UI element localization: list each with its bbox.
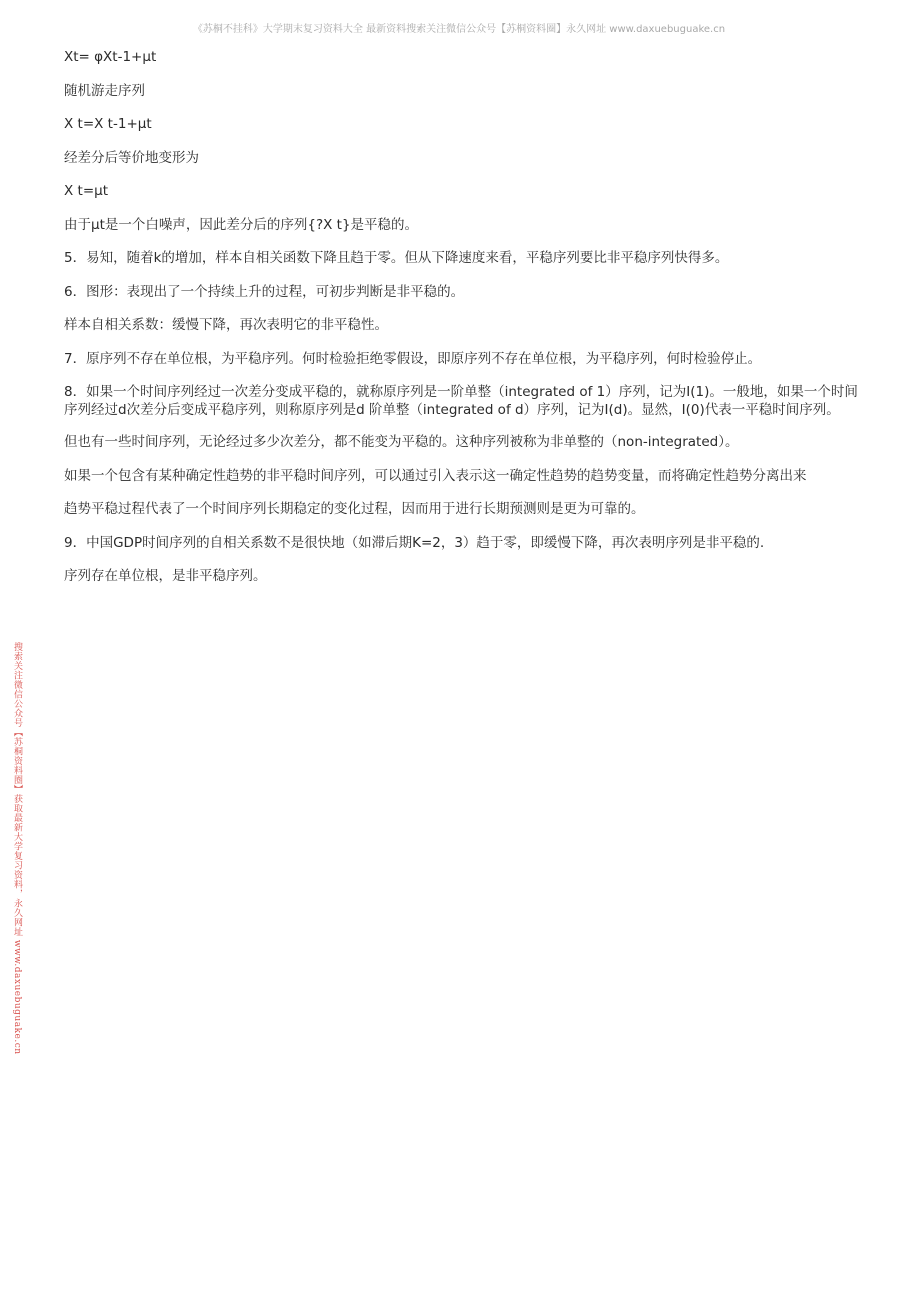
answer-8: 8．如果一个时间序列经过一次差分变成平稳的，就称原序列是一阶单整（integrated of 1）序列，记为I(1)。一般地，如果一个时间序列经过d次差分后变成平稳序列，则称原序列是d 阶单整（integrated of d）序列，记为I(d)。显然，I(0)代表一平稳时间序列。 (64, 384, 858, 418)
paragraph: 样本自相关系数：缓慢下降，再次表明它的非平稳性。 (64, 317, 388, 333)
paragraph: 序列存在单位根，是非平稳序列。 (64, 568, 267, 584)
answer-5: 5．易知，随着k的增加，样本自相关函数下降且趋于零。但从下降速度来看，平稳序列要比非平稳序列快得多。 (64, 250, 729, 266)
formula-random-walk: X t=X t-1+μt (64, 116, 152, 132)
formula-ar1: Xt= φXt-1+μt (64, 49, 157, 65)
answer-7: 7．原序列不存在单位根，为平稳序列。何时检验拒绝零假设，即原序列不存在单位根，为平稳序列，何时检验停止。 (64, 350, 762, 367)
paragraph: 经差分后等价地变形为 (64, 149, 199, 166)
side-watermark: 搜索关注微信公众号【苏桐资料圈】获取最新大学复习资料，永久网址 www.daxuebuguake.cn (12, 642, 22, 1055)
paragraph: 由于μt是一个白噪声，因此差分后的序列{?X t}是平稳的。 (64, 216, 419, 233)
answer-6: 6．图形：表现出了一个持续上升的过程，可初步判断是非平稳的。 (64, 283, 465, 300)
answer-9: 9．中国GDP时间序列的自相关系数不是很快地（如滞后期K=2，3）趋于零，即缓慢下降，再次表明序列是非平稳的. (64, 534, 765, 551)
formula-difference: X t=μt (64, 183, 109, 199)
document-body (64, 48, 864, 601)
paragraph: 如果一个包含有某种确定性趋势的非平稳时间序列，可以通过引入表示这一确定性趋势的趋势变量，而将确定性趋势分离出来 (64, 467, 807, 484)
paragraph: 随机游走序列 (64, 82, 145, 99)
page-header: 《苏桐不挂科》大学期末复习资料大全 最新资料搜索关注微信公众号【苏桐资料圈】永久网址 www.daxuebuguake.cn (192, 24, 726, 35)
paragraph: 趋势平稳过程代表了一个时间序列长期稳定的变化过程，因而用于进行长期预测则是更为可靠的。 (64, 501, 645, 517)
paragraph: 但也有一些时间序列，无论经过多少次差分，都不能变为平稳的。这种序列被称为非单整的（non-integrated）。 (64, 434, 739, 450)
